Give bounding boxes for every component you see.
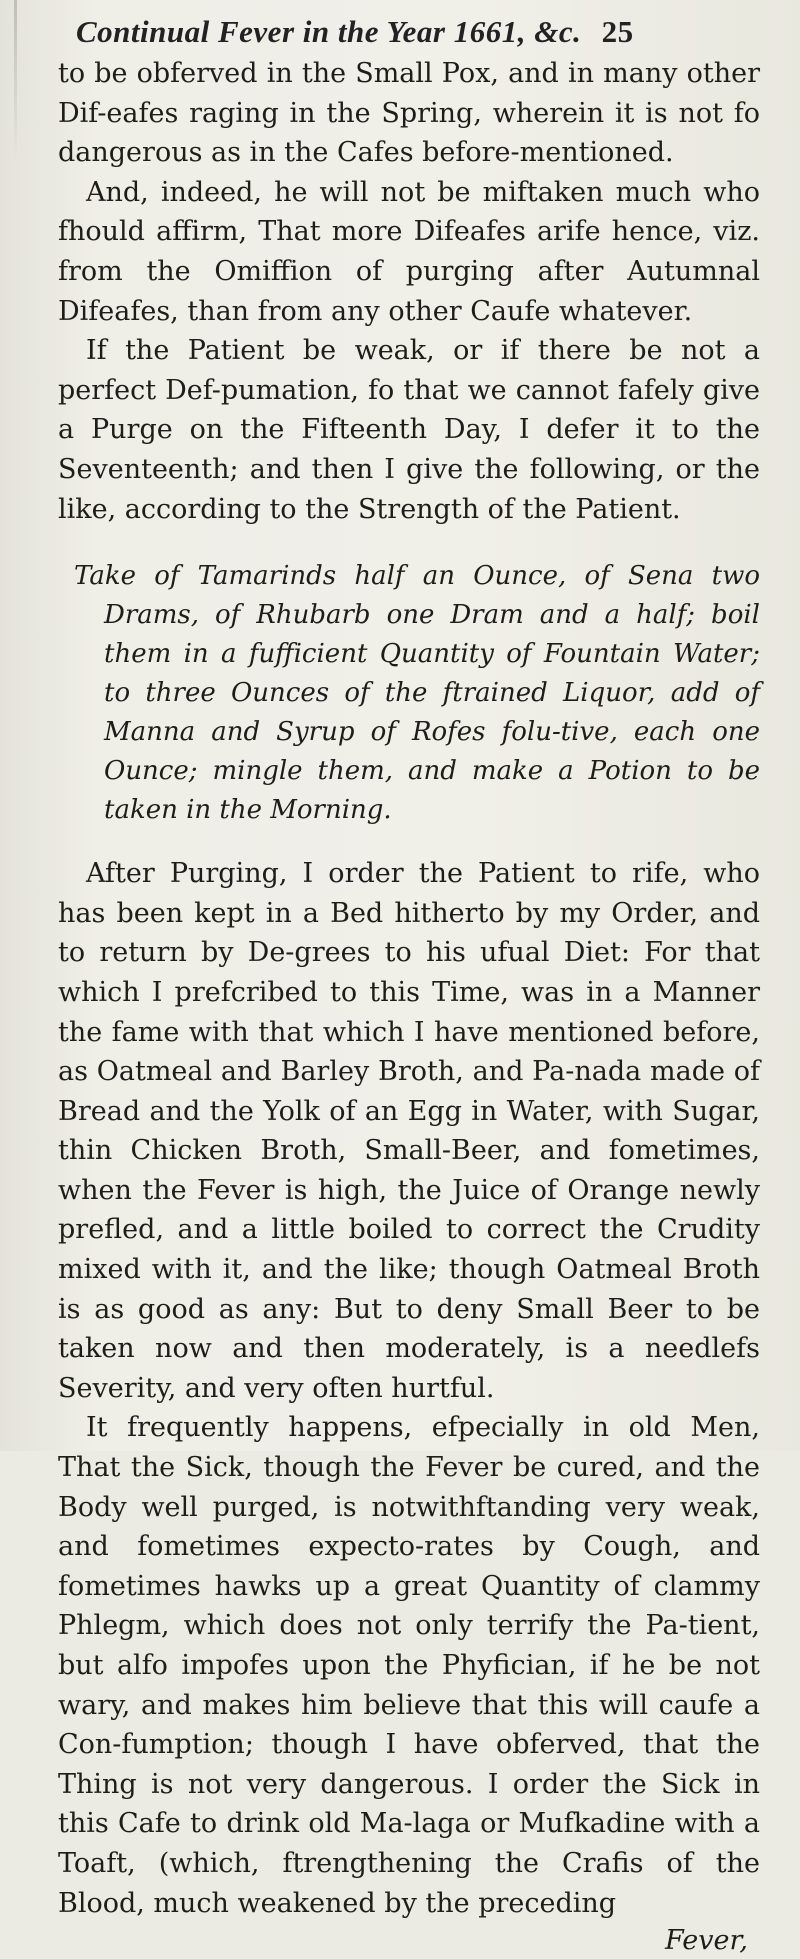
recipe-tamarinds: Take of Tamarinds half an Ounce, of Sena two Drams, of Rhubarb one Dram and a half; boil them in a fufficient Quantity of Fountain Water; to three Ounces of the ftrained Liquor, add of Manna and Syrup of Rofes folu-tive, each one Ounce; mingle them, and make a Potion to be taken in the Morning. xyxy=(74,561,760,826)
paragraph-after-purging: After Purging, I order the Patient to rife, who has been kept in a Bed hitherto by my Order, and to return by De-grees to his ufual Diet: For that which I prefcribed to this Time, was in a Manner the fame with that which I have mentioned before, as Oatmeal and Barley Broth, and Pa-nada made of Bread and the Yolk of an Egg in Water, with Sugar, thin Chicken Broth, Small-Beer, and fometimes, when the Fever is high, the Juice of Orange newly prefled, and a little boiled to correct the Crudity mixed with it, and the like; though Oatmeal Broth is as good as any: But to deny Small Beer to be taken now and then moderately, is a needlefs Severity, and very often hurtful. xyxy=(58,858,760,1404)
running-title: Continual Fever in the Year 1661, &c. xyxy=(76,14,582,49)
paragraph-continuation: to be obferved in the Small Pox, and in many other Dif-eafes raging in the Spring, wherein it is not fo dangerous as in the Cafes before-mentioned. xyxy=(58,58,760,169)
catchword: Fever, xyxy=(665,1925,748,1957)
paragraph-weak-patient: If the Patient be weak, or if there be not a perfect Def-pumation, fo that we cannot fafely give a Purge on the Fifteenth Day, I defer it to the Seventeenth; and then I give the following, or the like, according to the Strength of the Patient. xyxy=(58,335,760,525)
paragraph-purging-omission: And, indeed, he will not be miftaken much who fhould affirm, That more Difeafes arife hence, viz. from the Omiffion of purging after Autumnal Difeafes, than from any other Caufe whatever. xyxy=(58,176,760,327)
paragraph-old-men: It frequently happens, efpecially in old Men, That the Sick, though the Fever be cured, and the Body well purged, is notwithftanding very weak, and fometimes expecto-rates by Cough, and fometimes hawks up a great Quantity of clammy Phlegm, which does not only terrify the Pa-tient, but alfo impofes upon the Phyfician, if he be not wary, and makes him believe that this will caufe a Con-fumption; though I have obferved, that the Thing is not very dangerous. I order the Sick in this Cafe to drink old Ma-laga or Mufkadine with a Toaft, (which, ftrengthening the Crafis of the Blood, much weakened by the preceding xyxy=(58,1412,760,1919)
page-number: 25 xyxy=(601,14,634,49)
running-header xyxy=(76,14,760,50)
binding-shadow xyxy=(14,0,17,160)
